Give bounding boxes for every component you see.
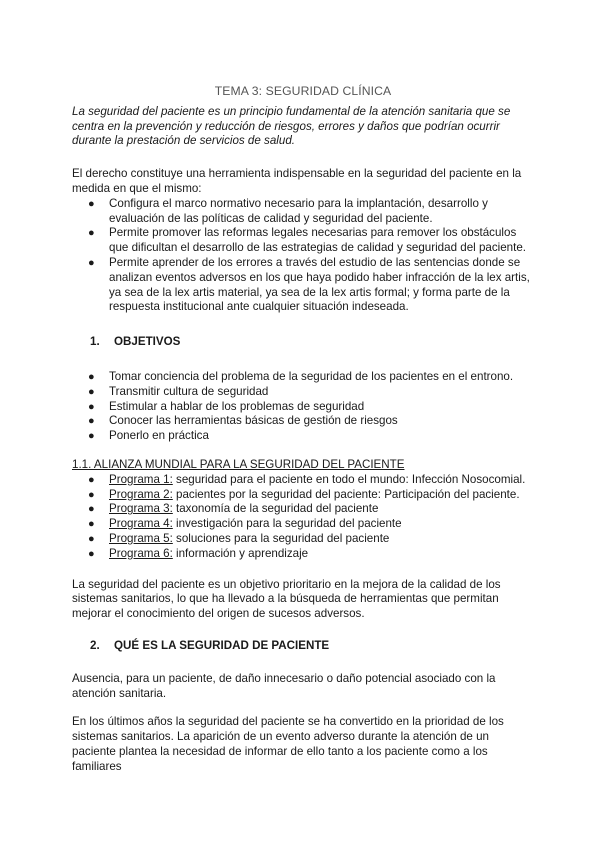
program-label: Programa 4: [109,517,173,531]
bullet-icon: ● [88,518,95,531]
list-item: ● Tomar conciencia del problema de la seguridad de los pacientes en el entrono. [88,369,514,383]
list-item: ● Conocer las herramientas básicas de gestión de riesgos [88,414,398,428]
list-item: ● Configura el marco normativo necesario para la implantación, desarrollo y evaluación de las políticas de calidad y seguridad del paciente. [88,196,488,225]
derecho-list [72,197,534,315]
bullet-icon: ● [88,415,95,428]
program-label: Programa 2: [109,487,173,501]
list-item: ● Estimular a hablar de los problemas de seguridad [88,399,365,413]
derecho-lead: El derecho constituye una herramienta indispensable en la seguridad del paciente en la medida en que el mismo: [72,167,522,195]
list-item: ● Transmitir cultura de seguridad [88,384,269,398]
list-item: ● Programa 5: soluciones para la seguridad del paciente [88,531,390,545]
list-item: ● Permite promover las reformas legales necesarias para remover los obstáculos que dificultan el desarrollo de las estrategias de calidad y seguridad del paciente. [88,226,526,255]
program-label: Programa 1: [109,472,173,486]
section-title: QUÉ ES LA SEGURIDAD DE PACIENTE [114,638,330,652]
section-title: OBJETIVOS [114,335,181,349]
section-number: 2. [90,638,100,652]
subsection-heading-alianza: 1.1. ALIANZA MUNDIAL PARA LA SEGURIDAD DEL PACIENTE [72,457,405,471]
que-es-paragraph: En los últimos años la seguridad del paciente se ha convertido en la prioridad de los sistemas sanitarios. La aparición de un evento adverso durante la atención de un paciente plantea la necesidad de informar de ello tanto a los paciente como a los familiares [72,715,504,773]
bullet-icon: ● [88,488,95,501]
program-label: Programa 5: [109,531,173,545]
section-heading-objetivos [72,335,534,350]
page-title: TEMA 3: SEGURIDAD CLÍNICA [214,84,392,98]
list-item: ● Permite aprender de los errores a través del estudio de las sentencias donde se analizan eventos adversos en los que haya podido haber infracción de la lex artis, ya sea de la lex artis material, ya sea de la lex artis formal; y forma parte de la respuesta institucional ante cualquier situación indeseada. [88,255,530,314]
list-item: ● Programa 2: pacientes por la seguridad del paciente: Participación del paciente. [88,487,520,501]
list-item: ● Programa 4: investigación para la seguridad del paciente [88,517,402,531]
intro-paragraph: La seguridad del paciente es un principio fundamental de la atención sanitaria que se centra en la prevención y reducción de riesgos, errores y daños que podrían ocurrir durante la prestación de servicios de salud. [72,104,511,148]
programas-list [72,473,534,562]
list-item: ● Programa 3: taxonomía de la seguridad del paciente [88,502,379,516]
list-item: ● Programa 1: seguridad para el paciente en todo el mundo: Infección Nosocomial. [88,472,526,486]
objetivos-list [72,370,534,444]
bullet-icon: ● [88,547,95,560]
bullet-icon: ● [88,400,95,413]
bullet-icon: ● [88,227,95,240]
program-label: Programa 3: [109,502,173,516]
bullet-icon: ● [88,256,95,269]
bullet-icon: ● [88,503,95,516]
list-item: ● Ponerlo en práctica [88,429,209,443]
definition-paragraph: Ausencia, para un paciente, de daño innecesario o daño potencial asociado con la atención sanitaria. [72,671,496,700]
bullet-icon: ● [88,197,95,210]
section-number: 1. [90,335,100,349]
bullet-icon: ● [88,385,95,398]
alianza-closing-paragraph: La seguridad del paciente es un objetivo prioritario en la mejora de la calidad de los sistemas sanitarios, lo que ha llevado a la búsqueda de herramientas que permitan mejorar el conocimiento del origen de sucesos adversos. [72,577,501,621]
section-heading-que-es [72,639,534,654]
document-page [72,84,534,774]
bullet-icon: ● [88,473,95,486]
bullet-icon: ● [88,532,95,545]
list-item: ● Programa 6: información y aprendizaje [88,546,309,560]
bullet-icon: ● [88,370,95,383]
program-label: Programa 6: [109,546,173,560]
bullet-icon: ● [88,430,95,443]
